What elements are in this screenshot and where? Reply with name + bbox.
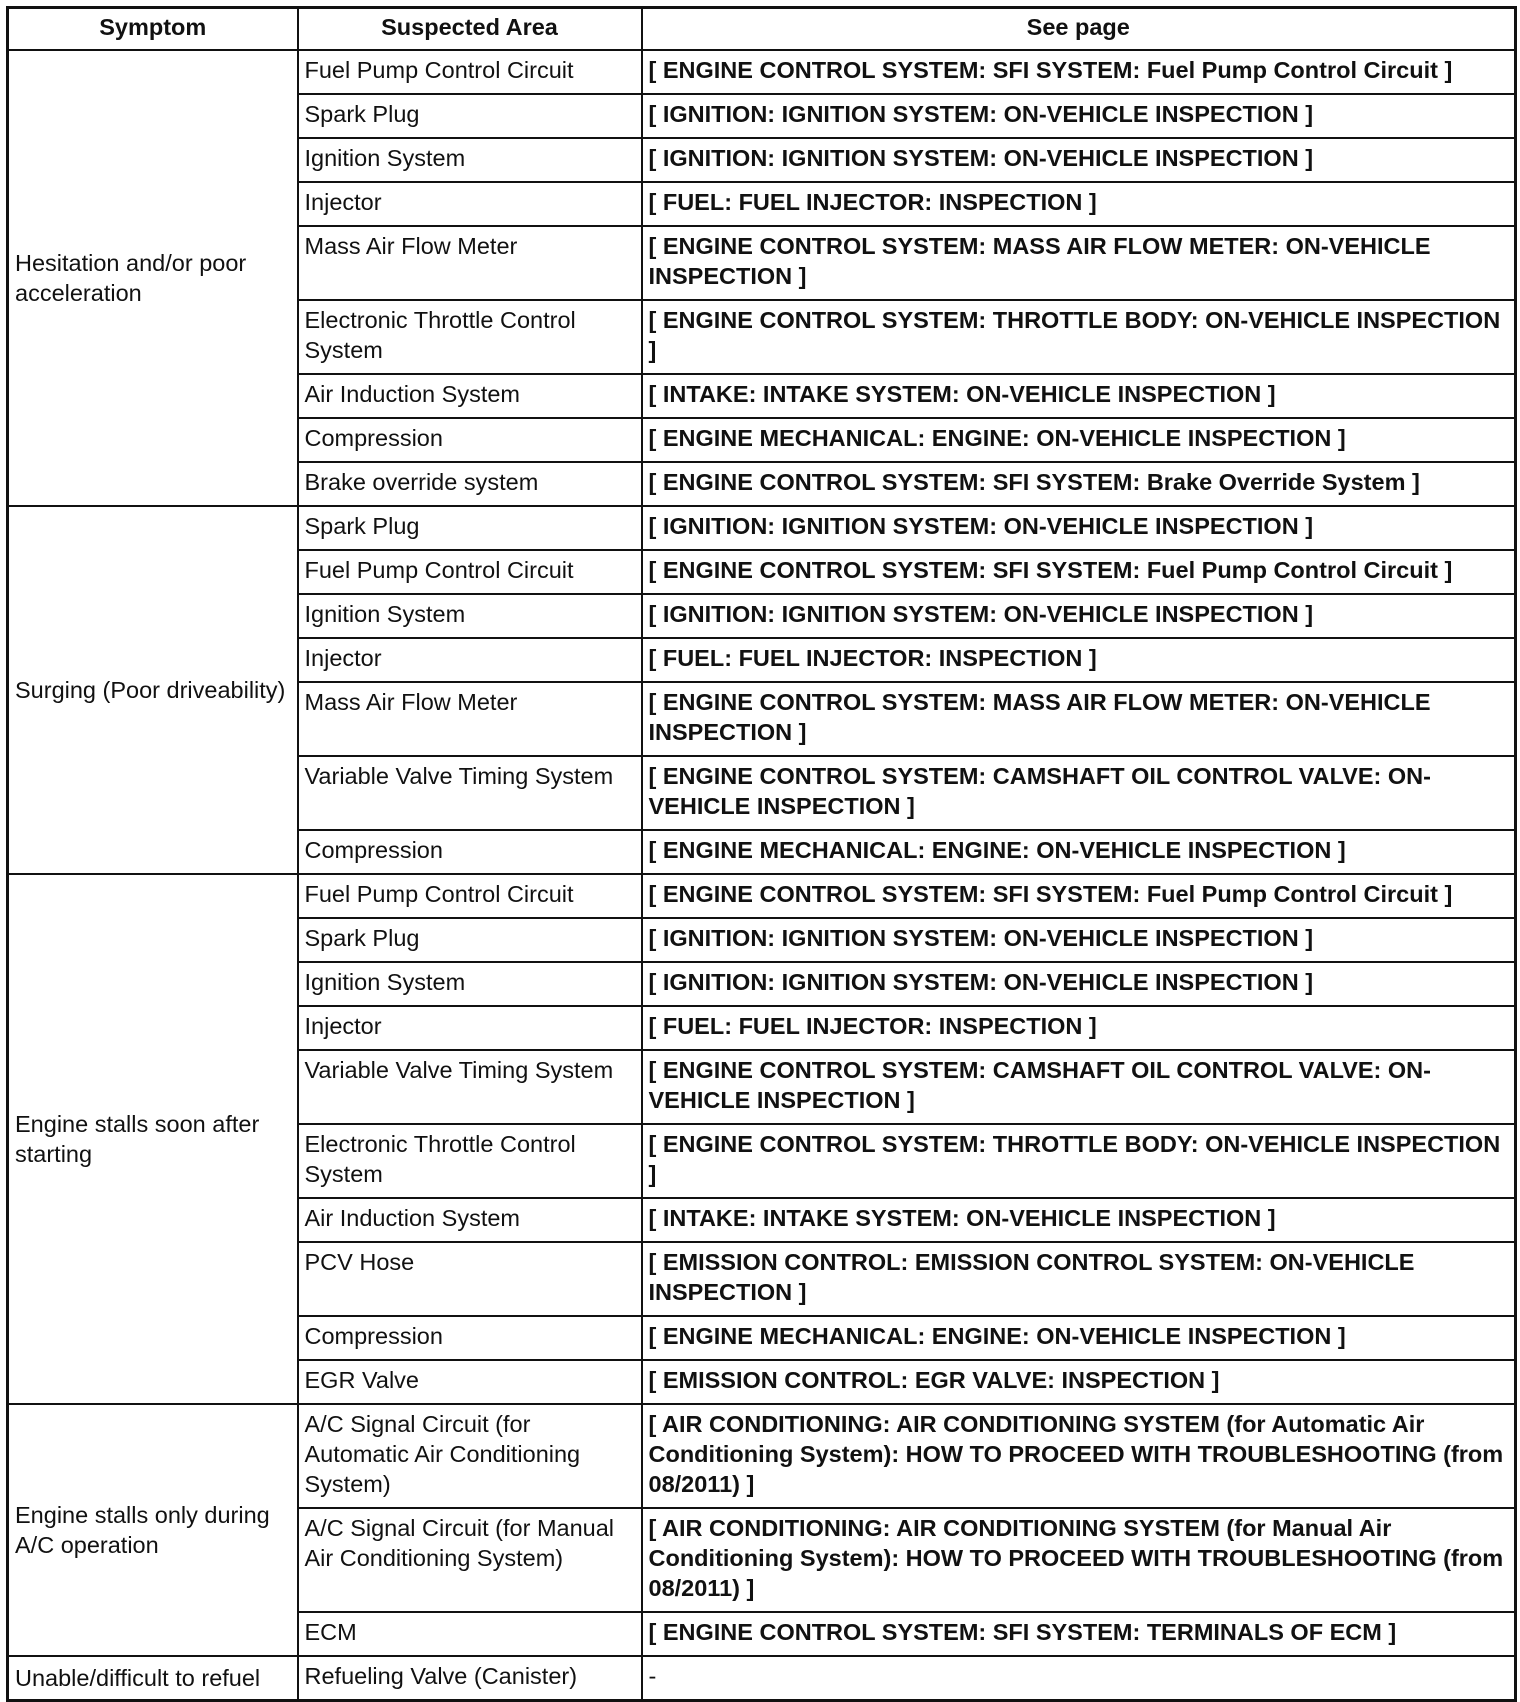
- suspected-area-cell: Spark Plug: [298, 94, 642, 138]
- see-page-cell: [ ENGINE MECHANICAL: ENGINE: ON-VEHICLE INSPECTION ]: [642, 830, 1516, 874]
- suspected-area-cell: A/C Signal Circuit (for Automatic Air Conditioning System): [298, 1404, 642, 1508]
- see-page-cell: [ IGNITION: IGNITION SYSTEM: ON-VEHICLE INSPECTION ]: [642, 962, 1516, 1006]
- suspected-area-cell: EGR Valve: [298, 1360, 642, 1404]
- suspected-area-cell: Air Induction System: [298, 1198, 642, 1242]
- suspected-area-cell: A/C Signal Circuit (for Manual Air Conditioning System): [298, 1508, 642, 1612]
- suspected-area-cell: Compression: [298, 830, 642, 874]
- table-row: [8, 50, 1516, 94]
- table-row: [8, 1404, 1516, 1508]
- suspected-area-cell: ECM: [298, 1612, 642, 1656]
- see-page-cell: [ ENGINE CONTROL SYSTEM: SFI SYSTEM: Fuel Pump Control Circuit ]: [642, 550, 1516, 594]
- see-page-cell: [ IGNITION: IGNITION SYSTEM: ON-VEHICLE INSPECTION ]: [642, 138, 1516, 182]
- symptom-cell: Unable/difficult to refuel: [8, 1656, 298, 1701]
- see-page-cell: [ ENGINE MECHANICAL: ENGINE: ON-VEHICLE INSPECTION ]: [642, 1316, 1516, 1360]
- suspected-area-cell: Refueling Valve (Canister): [298, 1656, 642, 1701]
- suspected-area-cell: Injector: [298, 182, 642, 226]
- suspected-area-cell: Ignition System: [298, 138, 642, 182]
- see-page-cell: [ AIR CONDITIONING: AIR CONDITIONING SYSTEM (for Automatic Air Conditioning System): HOW TO PROCEED WITH TROUBLESHOOTING (from 08/2011) ]: [642, 1404, 1516, 1508]
- suspected-area-cell: Spark Plug: [298, 918, 642, 962]
- suspected-area-cell: Brake override system: [298, 462, 642, 506]
- header-row: [8, 8, 1516, 51]
- suspected-area-cell: Compression: [298, 1316, 642, 1360]
- see-page-cell: [ ENGINE MECHANICAL: ENGINE: ON-VEHICLE INSPECTION ]: [642, 418, 1516, 462]
- see-page-cell: [ IGNITION: IGNITION SYSTEM: ON-VEHICLE INSPECTION ]: [642, 918, 1516, 962]
- suspected-area-cell: Variable Valve Timing System: [298, 1050, 642, 1124]
- suspected-area-cell: Fuel Pump Control Circuit: [298, 50, 642, 94]
- see-page-cell: [ ENGINE CONTROL SYSTEM: THROTTLE BODY: ON-VEHICLE INSPECTION ]: [642, 300, 1516, 374]
- see-page-cell: [ EMISSION CONTROL: EMISSION CONTROL SYSTEM: ON-VEHICLE INSPECTION ]: [642, 1242, 1516, 1316]
- see-page-cell: [ IGNITION: IGNITION SYSTEM: ON-VEHICLE INSPECTION ]: [642, 94, 1516, 138]
- suspected-area-cell: Ignition System: [298, 962, 642, 1006]
- see-page-cell: [ INTAKE: INTAKE SYSTEM: ON-VEHICLE INSPECTION ]: [642, 1198, 1516, 1242]
- header-see-page: See page: [642, 8, 1516, 51]
- symptom-table: [6, 6, 1517, 1702]
- suspected-area-cell: Electronic Throttle Control System: [298, 1124, 642, 1198]
- see-page-cell: [ ENGINE CONTROL SYSTEM: SFI SYSTEM: Brake Override System ]: [642, 462, 1516, 506]
- suspected-area-cell: Fuel Pump Control Circuit: [298, 874, 642, 918]
- see-page-cell: [ ENGINE CONTROL SYSTEM: SFI SYSTEM: Fuel Pump Control Circuit ]: [642, 874, 1516, 918]
- suspected-area-cell: Ignition System: [298, 594, 642, 638]
- suspected-area-cell: PCV Hose: [298, 1242, 642, 1316]
- symptom-cell: Engine stalls only during A/C operation: [8, 1404, 298, 1656]
- suspected-area-cell: Electronic Throttle Control System: [298, 300, 642, 374]
- suspected-area-cell: Mass Air Flow Meter: [298, 682, 642, 756]
- header-suspected-area: Suspected Area: [298, 8, 642, 51]
- symptom-cell: Engine stalls soon after starting: [8, 874, 298, 1404]
- see-page-cell: [ IGNITION: IGNITION SYSTEM: ON-VEHICLE INSPECTION ]: [642, 594, 1516, 638]
- suspected-area-cell: Injector: [298, 1006, 642, 1050]
- header-symptom: Symptom: [8, 8, 298, 51]
- see-page-cell: [ ENGINE CONTROL SYSTEM: MASS AIR FLOW METER: ON-VEHICLE INSPECTION ]: [642, 226, 1516, 300]
- see-page-cell: [ ENGINE CONTROL SYSTEM: CAMSHAFT OIL CONTROL VALVE: ON-VEHICLE INSPECTION ]: [642, 1050, 1516, 1124]
- symptom-cell: Hesitation and/or poor acceleration: [8, 50, 298, 506]
- troubleshooting-table-container: [6, 6, 1514, 1702]
- suspected-area-cell: Injector: [298, 638, 642, 682]
- table-row: [8, 1656, 1516, 1701]
- see-page-cell: [ FUEL: FUEL INJECTOR: INSPECTION ]: [642, 1006, 1516, 1050]
- see-page-cell: [ ENGINE CONTROL SYSTEM: CAMSHAFT OIL CONTROL VALVE: ON-VEHICLE INSPECTION ]: [642, 756, 1516, 830]
- see-page-cell: [ ENGINE CONTROL SYSTEM: SFI SYSTEM: TERMINALS OF ECM ]: [642, 1612, 1516, 1656]
- suspected-area-cell: Variable Valve Timing System: [298, 756, 642, 830]
- symptom-cell: Surging (Poor driveability): [8, 506, 298, 874]
- see-page-cell: [ ENGINE CONTROL SYSTEM: SFI SYSTEM: Fuel Pump Control Circuit ]: [642, 50, 1516, 94]
- see-page-cell: [ INTAKE: INTAKE SYSTEM: ON-VEHICLE INSPECTION ]: [642, 374, 1516, 418]
- suspected-area-cell: Spark Plug: [298, 506, 642, 550]
- table-row: [8, 506, 1516, 550]
- table-row: [8, 874, 1516, 918]
- see-page-cell: [ IGNITION: IGNITION SYSTEM: ON-VEHICLE INSPECTION ]: [642, 506, 1516, 550]
- suspected-area-cell: Fuel Pump Control Circuit: [298, 550, 642, 594]
- see-page-cell: [ ENGINE CONTROL SYSTEM: MASS AIR FLOW METER: ON-VEHICLE INSPECTION ]: [642, 682, 1516, 756]
- see-page-cell: [ AIR CONDITIONING: AIR CONDITIONING SYSTEM (for Manual Air Conditioning System): HOW TO PROCEED WITH TROUBLESHOOTING (from 08/2011) ]: [642, 1508, 1516, 1612]
- suspected-area-cell: Compression: [298, 418, 642, 462]
- see-page-cell: [ FUEL: FUEL INJECTOR: INSPECTION ]: [642, 182, 1516, 226]
- see-page-cell: -: [642, 1656, 1516, 1701]
- suspected-area-cell: Mass Air Flow Meter: [298, 226, 642, 300]
- see-page-cell: [ EMISSION CONTROL: EGR VALVE: INSPECTION ]: [642, 1360, 1516, 1404]
- see-page-cell: [ FUEL: FUEL INJECTOR: INSPECTION ]: [642, 638, 1516, 682]
- suspected-area-cell: Air Induction System: [298, 374, 642, 418]
- see-page-cell: [ ENGINE CONTROL SYSTEM: THROTTLE BODY: ON-VEHICLE INSPECTION ]: [642, 1124, 1516, 1198]
